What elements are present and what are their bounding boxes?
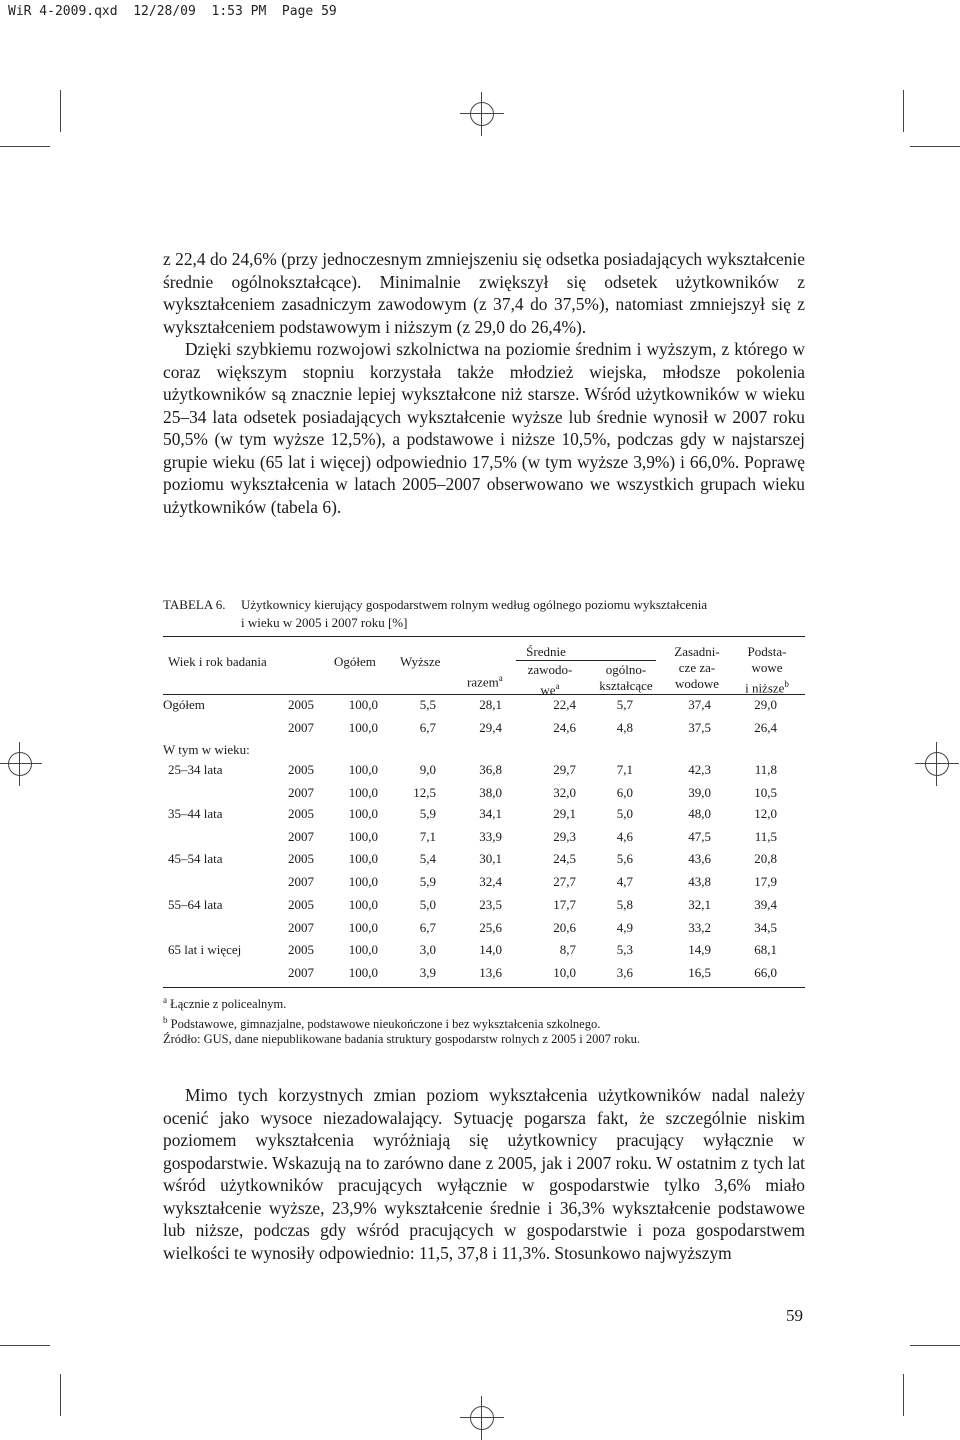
paragraph-3: Mimo tych korzystnych zmian poziom wykształcenia użytkowników nadal należy ocenić jako wysoce niezadowalający. Sytuację pogarsza fakt, że szczególnie niskim poziomem wykształcenia wyróżniają się użytkownicy pracujący wyłącznie w gospodarstwie. Wskazują na to zarówno dane z 2005, jak i 2007 roku. W ostatnim z tych lat wśród użytkowników pracujących wyłącznie w gospodarstwie tylko 3,6% miało wykształcenie wyższe, 23,9% wykształcenie średnie i 36,3% wykształcenie podstawowe lub niższe, podczas gdy wśród pracujących w gospodarstwie i poza gospodarstwem wielkości te wynosiły odpowiednio: 11,5, 37,8 i 11,3%. Stosunkowo najwyższym	[163, 1085, 805, 1263]
header-secondary: Średnie	[526, 644, 566, 659]
table-cell: 42,3	[688, 762, 711, 777]
table-cell: 30,1	[479, 851, 502, 866]
table-cell: 5,9	[419, 806, 436, 821]
table-cell: 5,0	[616, 806, 633, 821]
table-cell: 100,0	[348, 720, 378, 735]
print-slug: WiR 4-2009.qxd 12/28/09 1:53 PM Page 59	[8, 4, 337, 19]
table-cell: 100,0	[348, 697, 378, 712]
table-cell: 3,9	[419, 965, 436, 980]
table-cell: 47,5	[688, 829, 711, 844]
table-cell: 100,0	[348, 851, 378, 866]
table-cell: 4,8	[616, 720, 633, 735]
header-total: Ogółem	[334, 654, 376, 669]
registration-mark-bottom	[470, 1406, 494, 1430]
table-cell: 6,7	[419, 920, 436, 935]
header-general: ogólno- kształcące	[599, 662, 653, 693]
registration-mark-right	[925, 752, 949, 776]
table-cell: 28,1	[479, 697, 502, 712]
table-cell: 14,0	[479, 942, 502, 957]
table-cell: 100,0	[348, 785, 378, 800]
table-cell: 12,5	[413, 785, 436, 800]
table-cell: 32,1	[688, 897, 711, 912]
table-cell: 37,5	[688, 720, 711, 735]
table-cell: 4,9	[616, 920, 633, 935]
table-cell: 43,6	[688, 851, 711, 866]
table-cell: 3,0	[419, 942, 436, 957]
table-cell: 36,8	[479, 762, 502, 777]
table-cell: 68,1	[754, 942, 777, 957]
table-title-line1: Użytkownicy kierujący gospodarstwem rolnym według ogólnego poziomu wykształcenia	[241, 597, 708, 612]
table-cell: 5,3	[616, 942, 633, 957]
registration-mark-left	[8, 752, 32, 776]
row-year: 2007	[288, 785, 314, 800]
table-cell: 100,0	[348, 806, 378, 821]
row-year: 2007	[288, 965, 314, 980]
table-cell: 6,7	[419, 720, 436, 735]
table-cell: 24,5	[553, 851, 576, 866]
table-cell: 39,0	[688, 785, 711, 800]
header-basic-vocational: Zasadni- cze za- wodowe	[674, 644, 720, 691]
table-cell: 13,6	[479, 965, 502, 980]
table-subheading: W tym w wieku:	[163, 742, 250, 757]
table-cell: 66,0	[754, 965, 777, 980]
table-cell: 5,5	[419, 697, 436, 712]
row-year: 2007	[288, 874, 314, 889]
header-secondary-total: razem$^a$	[467, 673, 503, 690]
table-cell: 17,9	[754, 874, 777, 889]
table-cell: 34,5	[754, 920, 777, 935]
row-year: 2005	[288, 806, 314, 821]
table-cell: 100,0	[348, 829, 378, 844]
row-year: 2005	[288, 897, 314, 912]
header-vocational: zawodo- $we^a$	[527, 662, 573, 698]
table-cell: 100,0	[348, 874, 378, 889]
table-cell: 29,4	[479, 720, 502, 735]
table-cell: 100,0	[348, 920, 378, 935]
header-higher: Wyższe	[400, 654, 441, 669]
table-title-line2: i wieku w 2005 i 2007 roku [%]	[241, 615, 408, 630]
table-cell: 4,6	[616, 829, 633, 844]
table-cell: 6,0	[616, 785, 633, 800]
table-label: TABELA 6.	[163, 597, 226, 612]
table-cell: 25,6	[479, 920, 502, 935]
table-cell: 5,6	[616, 851, 633, 866]
secondary-span-rule	[516, 660, 656, 661]
header-age: Wiek i rok badania	[168, 654, 267, 669]
table-cell: 29,0	[754, 697, 777, 712]
footnote-b: $^b$ Podstawowe, gimnazjalne, podstawowe nieukończone i bez wykształcenia szkolnego.	[163, 1015, 601, 1032]
table-cell: 10,0	[553, 965, 576, 980]
row-label: 35–44 lata	[168, 806, 223, 821]
table-cell: 8,7	[559, 942, 576, 957]
table-cell: 4,7	[616, 874, 633, 889]
table-cell: 43,8	[688, 874, 711, 889]
body-text-bottom	[163, 1084, 805, 1264]
header-primary: Podsta- wowe i niższe$^b$	[745, 644, 789, 696]
table-cell: 22,4	[553, 697, 576, 712]
table-cell: 5,4	[419, 851, 436, 866]
table-cell: 100,0	[348, 942, 378, 957]
row-label: 45–54 lata	[168, 851, 223, 866]
row-label: 25–34 lata	[168, 762, 223, 777]
row-label: 55–64 lata	[168, 897, 223, 912]
table-top-rule	[163, 636, 805, 637]
row-year: 2005	[288, 697, 314, 712]
table-cell: 11,8	[754, 762, 777, 777]
table-cell: 100,0	[348, 762, 378, 777]
row-year: 2007	[288, 920, 314, 935]
row-label: Ogółem	[163, 697, 205, 712]
table-cell: 5,7	[616, 697, 633, 712]
table-cell: 27,7	[553, 874, 576, 889]
table-cell: 37,4	[688, 697, 711, 712]
table-cell: 11,5	[754, 829, 777, 844]
row-year: 2005	[288, 762, 314, 777]
table-cell: 29,1	[553, 806, 576, 821]
paragraph-2: Dzięki szybkiemu rozwojowi szkolnictwa na poziomie średnim i wyższym, z którego w coraz większym stopniu korzystała także młodzież wiejska, młodsze pokolenia użytkowników są znacznie lepiej wykształcone niż starsze. Wśród użytkowników w wieku 25–34 lata odsetek posiadających wykształcenie wyższe lub średnie wynosił w 2007 roku 50,5% (w tym wyższe 12,5%), a podstawowe i niższe 10,5%, podczas gdy w najstarszej grupie wieku (65 lat i więcej) odpowiednio 17,5% (w tym wyższe 3,9%) i 66,0%. Poprawę poziomu wykształcenia w latach 2005–2007 obserwowano we wszystkich grupach wieku użytkowników (tabela 6).	[163, 339, 805, 517]
paragraph-1: z 22,4 do 24,6% (przy jednoczesnym zmniejszeniu się odsetka posiadających wykształcenie średnie ogólnokształcące). Minimalnie zwiększył się odsetek użytkowników z wykształceniem zasadniczym zawodowym (z 37,4 do 37,5%), natomiast zmniejszył się z wykształceniem podstawowym i niższym (z 29,0 do 26,4%).	[163, 249, 805, 337]
table-cell: 5,0	[419, 897, 436, 912]
table-cell: 33,9	[479, 829, 502, 844]
row-label: 65 lat i więcej	[168, 942, 242, 957]
table-cell: 20,6	[553, 920, 576, 935]
table-cell: 12,0	[754, 806, 777, 821]
table-cell: 24,6	[553, 720, 576, 735]
table-cell: 32,4	[479, 874, 502, 889]
table-cell: 48,0	[688, 806, 711, 821]
row-year: 2007	[288, 720, 314, 735]
table-cell: 26,4	[754, 720, 777, 735]
table-header-rule	[163, 694, 805, 695]
row-year: 2007	[288, 829, 314, 844]
table-cell: 20,8	[754, 851, 777, 866]
table-cell: 7,1	[419, 829, 436, 844]
table-cell: 38,0	[479, 785, 502, 800]
table-cell: 29,7	[553, 762, 576, 777]
table-cell: 7,1	[616, 762, 633, 777]
table-cell: 10,5	[754, 785, 777, 800]
table-caption	[163, 596, 707, 632]
table-cell: 14,9	[688, 942, 711, 957]
table-bottom-rule	[163, 987, 805, 988]
table-cell: 29,3	[553, 829, 576, 844]
table-cell: 33,2	[688, 920, 711, 935]
table-cell: 9,0	[419, 762, 436, 777]
table-source: Źródło: GUS, dane niepublikowane badania struktury gospodarstw rolnych z 2005 i 2007 roku.	[163, 1032, 640, 1046]
footnote-a: $^a$ Łącznie z policealnym.	[163, 995, 287, 1012]
table-cell: 16,5	[688, 965, 711, 980]
table-cell: 34,1	[479, 806, 502, 821]
table-cell: 3,6	[616, 965, 633, 980]
table-cell: 5,9	[419, 874, 436, 889]
table-cell: 17,7	[553, 897, 576, 912]
row-year: 2005	[288, 942, 314, 957]
table-cell: 23,5	[479, 897, 502, 912]
page-number: 59	[786, 1306, 803, 1325]
body-text-top	[163, 248, 805, 518]
registration-mark-top	[470, 102, 494, 126]
table-cell: 100,0	[348, 897, 378, 912]
row-year: 2005	[288, 851, 314, 866]
table-cell: 100,0	[348, 965, 378, 980]
table-cell: 39,4	[754, 897, 777, 912]
table-cell: 5,8	[616, 897, 633, 912]
table-cell: 32,0	[553, 785, 576, 800]
